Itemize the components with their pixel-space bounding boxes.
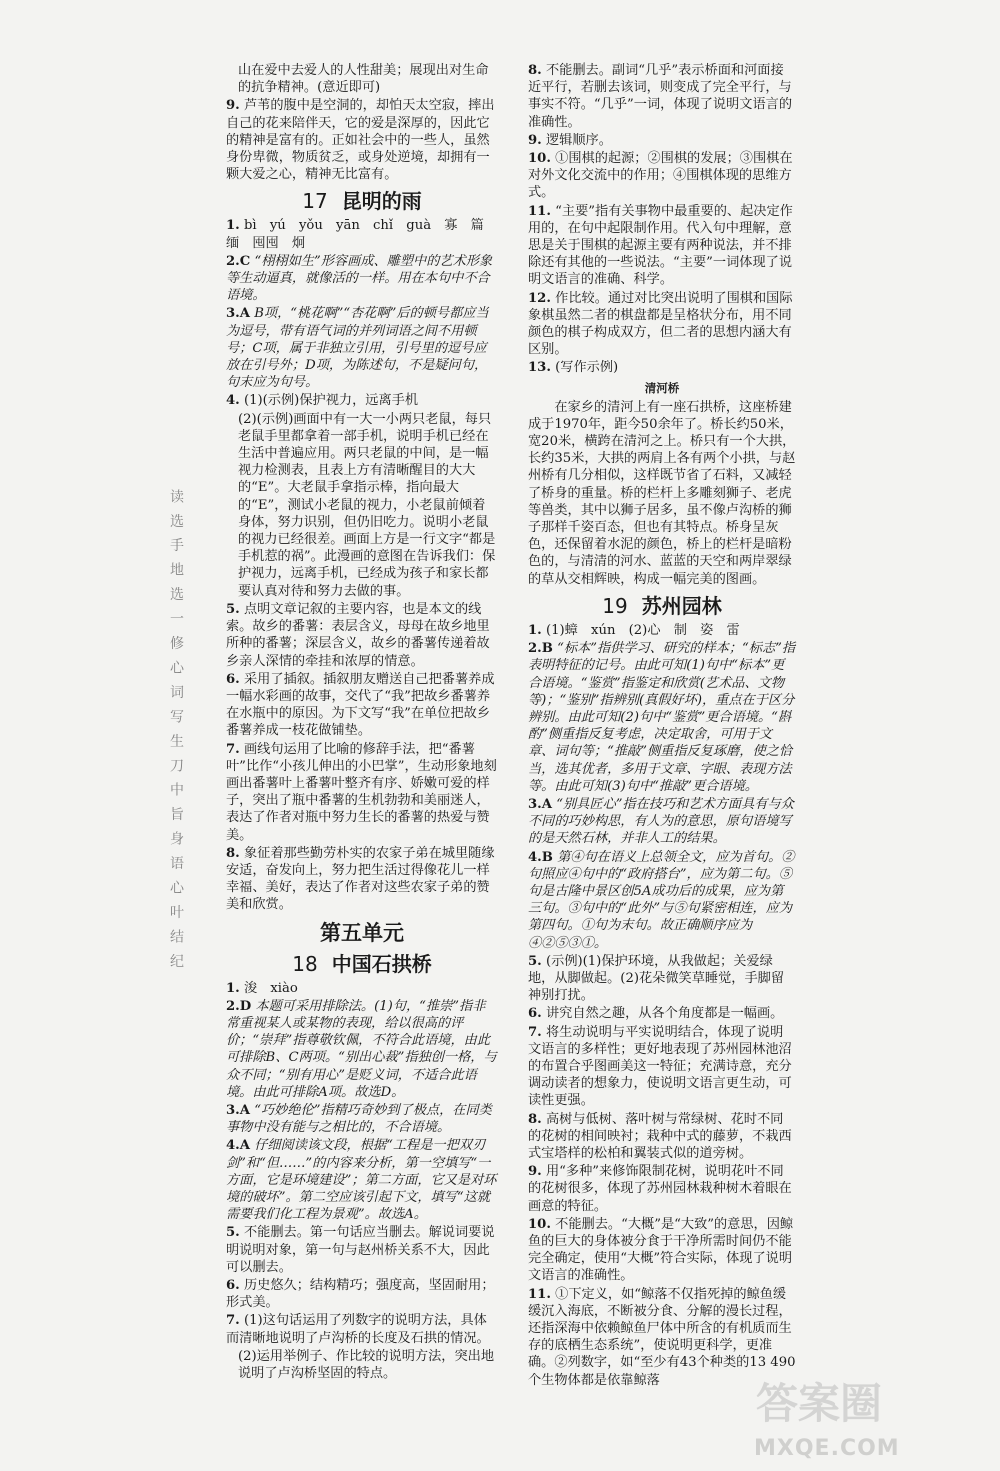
answer-item — [528, 1163, 796, 1215]
answer-text: 第④句在语义上总领全文，应为首句。②句照应④句中的“政府搭台”，应为第二句。⑤句是古隆中景区创5A成功后的成果，应为第三句。③句中的“此外”与⑤句紧密相连，应为第四句。①句为末句。故正确顺序应为④②⑤③①。 — [528, 849, 795, 951]
answer-number: 9. — [528, 1164, 542, 1180]
lesson-title: 中国石拱桥 — [331, 951, 432, 976]
answer-item — [226, 1348, 498, 1382]
answer-text: 象征着那些勤劳朴实的农家子弟在城里随缘安适，奋发向上，努力把生活过得像花儿一样幸福、美好，表达了作者对这些农家子弟的赞美和欣赏。 — [226, 845, 495, 913]
answer-item — [528, 622, 796, 639]
answer-text: 高树与低树、落叶树与常绿树、花时不同的花树的相间映衬；栽种中式的藤萝，不栽西式宝塔样的松柏和翼装式似的道旁树。 — [528, 1111, 792, 1161]
answer-text: (1)蟑 xún (2)心 制 姿 雷 — [545, 622, 740, 638]
answer-text: 讲究自然之趣，从各个角度都是一幅画。 — [545, 1006, 784, 1022]
answer-number: 1. — [226, 980, 240, 996]
watermark-site: MXQE.COM — [754, 1436, 900, 1461]
answer-item — [226, 601, 498, 670]
unit-heading: 第五单元 — [320, 920, 404, 945]
watermark-logo: 答案圈 — [756, 1379, 883, 1428]
answer-text: (2)运用举例子、作比较的说明方法，突出地说明了卢沟桥坚固的特点。 — [238, 1348, 495, 1382]
answer-number: 8. — [528, 1111, 542, 1127]
right-column — [528, 62, 796, 1390]
answer-item — [528, 849, 796, 952]
answer-item — [528, 203, 796, 289]
answer-text: (1)这句话运用了列数字的说明方法，具体而清晰地说明了卢沟桥的长度及石拱的情况。 — [226, 1313, 490, 1346]
answer-item — [226, 980, 498, 997]
answer-number: 6. — [226, 1278, 240, 1293]
answer-number: 2.B — [528, 641, 553, 657]
answer-item — [528, 796, 796, 848]
answer-item — [528, 62, 796, 131]
lesson-heading — [528, 592, 796, 620]
answer-number: 7. — [226, 741, 240, 757]
answer-number: 1. — [226, 218, 240, 234]
lesson-heading — [226, 187, 498, 215]
lesson-title: 苏州园林 — [641, 593, 722, 618]
answer-number: 8. — [226, 845, 240, 861]
answer-text: 将生动说明与平实说明结合，体现了说明文语言的多样性；更好地表现了苏州园林池沼的布置合乎图画美这一特征；充满诗意，充分调动读者的想象力，使说明文语言更生动，可读性更强。 — [528, 1024, 792, 1109]
answer-number: 9. — [226, 98, 240, 114]
answer-text: “标本”指供学习、研究的样本；“标志”指表明特征的记号。由此可知(1)句中“标本”更合语境。“鉴赏”指鉴定和欣赏(艺术品、文物等)；“鉴别”指辨别(真假好坏)，重点在于区分辨别。由此可知(2)句中“鉴赏”更合语境。“斟酌”侧重指反复考虑，决定取舍，可用于文章、词句等；“推敲”侧重指反复琢磨，使之恰当，选其优者，多用于文章、字眼、表现方法等。由此可知(3)句中“推敲”更合语境。 — [528, 641, 796, 794]
answer-number: 10. — [528, 1216, 551, 1232]
answer-text: 芦苇的腹中是空洞的，却怕天太空寂，摔出自己的花来陪伴天，它的爱是深厚的，因此它的精神是富有的。正如社会中的一些人，虽然身份卑微，物质贫乏，或身处逆境，却拥有一颗大爱之心，精神无比富有。 — [226, 98, 495, 183]
essay-body: 在家乡的清河上有一座石拱桥，这座桥建成于1970年，距今50余年了。桥长约50米，宽20米，横跨在清河之上。桥只有一个大拱，长约35米，大拱的两肩上各有两个小拱，与赵州桥有几分相似，这样既节省了石料，又减轻了桥身的重量。桥的栏杆上多雕刻狮子、老虎等兽类，其中以狮子居多，虽不像卢沟桥的狮子那样千姿百态，但也有其特点。桥身呈灰色，还保留着水泥的颜色，桥上的栏杆是暗粉色的，与清清的河水、蓝蓝的天空和两岸翠绿的草从交相辉映，构成一幅完美的图画。 — [528, 399, 796, 587]
answer-number: 4.A — [226, 1138, 250, 1154]
answer-text: 不能删去。“大概”是“大致”的意思，因鲸鱼的巨大的身体被分食于干净所需时间仍不能完全确定，使用“大概”符合实际，体现了说明文语言的准确性。 — [528, 1216, 794, 1284]
answer-text: bì yú yǒu yān chǐ guà 寡 篇 缅 囤囤 炯 — [226, 218, 498, 251]
answer-item — [226, 1312, 498, 1346]
answer-number: 7. — [226, 1313, 240, 1329]
answer-number: 8. — [528, 63, 542, 78]
lesson-number: 19 — [602, 593, 628, 618]
answer-text: 浚 xiào — [243, 980, 298, 996]
left-column — [226, 62, 498, 1383]
answer-number: 3.A — [528, 796, 552, 812]
answer-text: 仔细阅读该文段，根据“工程是一把双刃剑”和“但……”的内容来分析，第一空填写“一方面，它是环境建设”；第二方面，它又是对环境的破坏”。第二空应该引起下文，填写“这就需要我们化工程为景观”。故选A。 — [226, 1138, 497, 1223]
answer-item — [226, 1137, 498, 1223]
answer-text: ①围棋的起源；②围棋的发展；③围棋在对外文化交流中的作用；④围棋体现的思维方式。 — [528, 151, 793, 201]
answer-item — [226, 253, 498, 305]
lesson-heading — [226, 950, 498, 978]
answer-text: “栩栩如生”形容画成、雕塑中的艺术形象等生动逼真，就像活的一样。用在本句中不合语境。 — [226, 253, 493, 304]
answer-number: 2.D — [226, 998, 252, 1014]
lesson-title: 昆明的雨 — [341, 189, 422, 214]
answer-item — [226, 998, 498, 1101]
answer-text: ①下定义，如“鲸落不仅指死掉的鲸鱼缓缓沉入海底，不断被分食、分解的漫长过程，还指深海中依赖鲸鱼尸体中所含的有机质而生存的底栖生态系统”，使说明更科学，更准确。②列数字，如“至少有43个种类的13 490个生物体都是依靠鲸落 — [528, 1286, 796, 1388]
answer-item — [226, 1102, 498, 1136]
answer-item — [528, 1005, 796, 1022]
site-watermark — [746, 1367, 956, 1463]
answer-number: 11. — [528, 1286, 551, 1302]
answer-number: 13. — [528, 360, 551, 376]
lesson-number: 18 — [292, 951, 318, 976]
lesson-number: 17 — [302, 189, 328, 214]
answer-item — [226, 1277, 498, 1311]
answer-item — [528, 359, 796, 376]
answer-item — [528, 1111, 796, 1163]
answer-number: 4.B — [528, 849, 553, 865]
answer-number: 5. — [528, 953, 542, 969]
answer-number: 11. — [528, 203, 551, 219]
answer-number: 1. — [528, 622, 542, 638]
answer-text: (写作示例) — [555, 360, 619, 376]
answer-text: 采用了插叙。插叙朋友赠送自己把番薯养成一幅水彩画的故事，交代了“我”把故乡番薯养在水瓶中的原因。为下文写“我”在单位把故乡番薯养成一枝花做铺垫。 — [226, 671, 495, 739]
answer-text: 用“多种”来修饰限制花树，说明花叶不同的花树很多，体现了苏州园林栽种树木着眼在画意的特征。 — [528, 1164, 792, 1214]
essay-title: 清河桥 — [644, 380, 680, 395]
answer-item — [226, 671, 498, 740]
answer-item — [226, 217, 498, 251]
answer-item — [528, 953, 796, 1005]
answer-item — [226, 62, 498, 96]
answer-item — [528, 150, 796, 202]
answer-number: 3.A — [226, 306, 250, 322]
answer-item — [528, 1216, 796, 1285]
answer-item — [226, 741, 498, 844]
answer-item — [226, 305, 498, 391]
answer-number: 7. — [528, 1024, 542, 1040]
binding-margin-text: 读 选 手 地 选 一 修 心 词 写 生 刀 中 旨 身 语 心 叶 结 纪 — [168, 489, 184, 971]
answer-text: (1)(示例)保护视力，远离手机 — [243, 393, 419, 409]
answer-item — [226, 411, 498, 600]
answer-item — [528, 290, 796, 359]
answer-number: 5. — [226, 1225, 240, 1241]
answer-number: 12. — [528, 290, 551, 306]
answer-number: 4. — [226, 393, 240, 409]
answer-number: 3.A — [226, 1102, 250, 1118]
answer-text: 点明文章记叙的主要内容，也是本文的线索。故乡的番薯：表层含义，母母在故乡地里所种的番薯；深层含义，故乡的番薯传递着故乡亲人深情的牵挂和浓厚的情意。 — [226, 601, 490, 669]
answer-text: 不能删去。副词“几乎”表示桥面和河面接近平行，若删去该词，则变成了完全平行，与事实不符。“几乎”一词，体现了说明文语言的准确性。 — [528, 63, 793, 130]
answer-number: 2.C — [226, 253, 251, 269]
answer-text: 画线句运用了比喻的修辞手法，把“番薯叶”比作“小孩儿伸出的小巴掌”，生动形象地刻画出番薯叶上番薯叶整齐有序、娇嫩可爱的样子，突出了瓶中番薯的生机勃勃和美丽迷人，表达了作者对瓶中努力生长的番薯的热爱与赞美。 — [226, 741, 497, 843]
answer-number: 10. — [528, 151, 551, 167]
answer-text: 不能删去。第一句话应当删去。解说词要说明说明对象，第一句与赵州桥关系不大，因此可以删去。 — [226, 1225, 495, 1275]
answer-text: “巧妙绝伦”指精巧奇妙到了极点，在同类事物中没有能与之相比的，不合语境。 — [226, 1102, 492, 1136]
answer-text: 逻辑顺序。 — [545, 132, 612, 148]
answer-item — [528, 640, 796, 795]
answer-text: B项，“桃花啊”“杏花啊”后的顿号都应当为逗号，带有语气词的并列词语之间不用顿号；C项，属于非独立引用，引号里的逗号应放在引号外；D项，为陈述句，不是疑问句，句末应为句号。 — [226, 306, 489, 391]
answer-number: 6. — [528, 1006, 542, 1022]
answer-number: 9. — [528, 132, 542, 148]
answer-item — [528, 1024, 796, 1110]
answer-text: 作比较。通过对比突出说明了围棋和国际象棋虽然二者的棋盘都是呈格状分布，用不同颜色的棋子构成双方，但二者的思想内涵大有区别。 — [528, 290, 793, 358]
answer-number: 5. — [226, 601, 240, 617]
answer-text: 山在爱中去爱人的人性甜美；展现出对生命的抗争精神。(意近即可) — [238, 63, 489, 96]
answer-text: “别具匠心”指在技巧和艺术方面具有与众不同的巧妙构思，有人为的意思，原句语境写的是天然石林，并非人工的结果。 — [528, 796, 794, 847]
answer-item — [528, 132, 796, 149]
answer-text: 历史悠久；结构精巧；强度高，坚固耐用；形式美。 — [226, 1278, 495, 1311]
answer-item — [226, 1224, 498, 1276]
answer-item — [226, 845, 498, 914]
answer-text: (2)(示例)画面中有一大一小两只老鼠，每只老鼠手里都拿着一部手机，说明手机已经在生活中普遍应用。两只老鼠的中间，是一幅视力检测表，且表上方有清晰醒目的大大的“E”。大老鼠手拿指示棒，指向最大的“E”，测试小老鼠的视力，小老鼠前倾着身体，努力识别，但仍旧吃力。说明小老鼠的视力已经很差。画面上方是一行文字“都是手机惹的祸”。此漫画的意图在告诉我们：保护视力，远离手机，已经成为孩子和家长都要认真对待和努力去做的事。 — [238, 411, 496, 599]
answer-text: 本题可采用排除法。(1)句，“推崇”指非常重视某人或某物的表现，给以很高的评价；“崇拜”指尊敬钦佩，不符合此语境，由此可排除B、C两项。“别出心裁”指独创一格，与众不同；“别有用心”是贬义词，不适合此语境。由此可排除A项。故选D。 — [226, 998, 497, 1100]
answer-text: (示例)(1)保护环境，从我做起；关爱绿地，从脚做起。(2)花朵微笑草睡觉，手脚留神别打扰。 — [528, 953, 785, 1004]
answer-text: “主要”指有关事物中最重要的、起决定作用的，在句中起限制作用。代入句中理解，意思是关于围棋的起源主要有两种说法，并不排除还有其他的一些说法。“主要”一词体现了说明文语言的准确、科学。 — [528, 203, 793, 288]
answer-number: 6. — [226, 671, 240, 687]
answer-item — [226, 392, 498, 409]
answer-item — [226, 97, 498, 183]
